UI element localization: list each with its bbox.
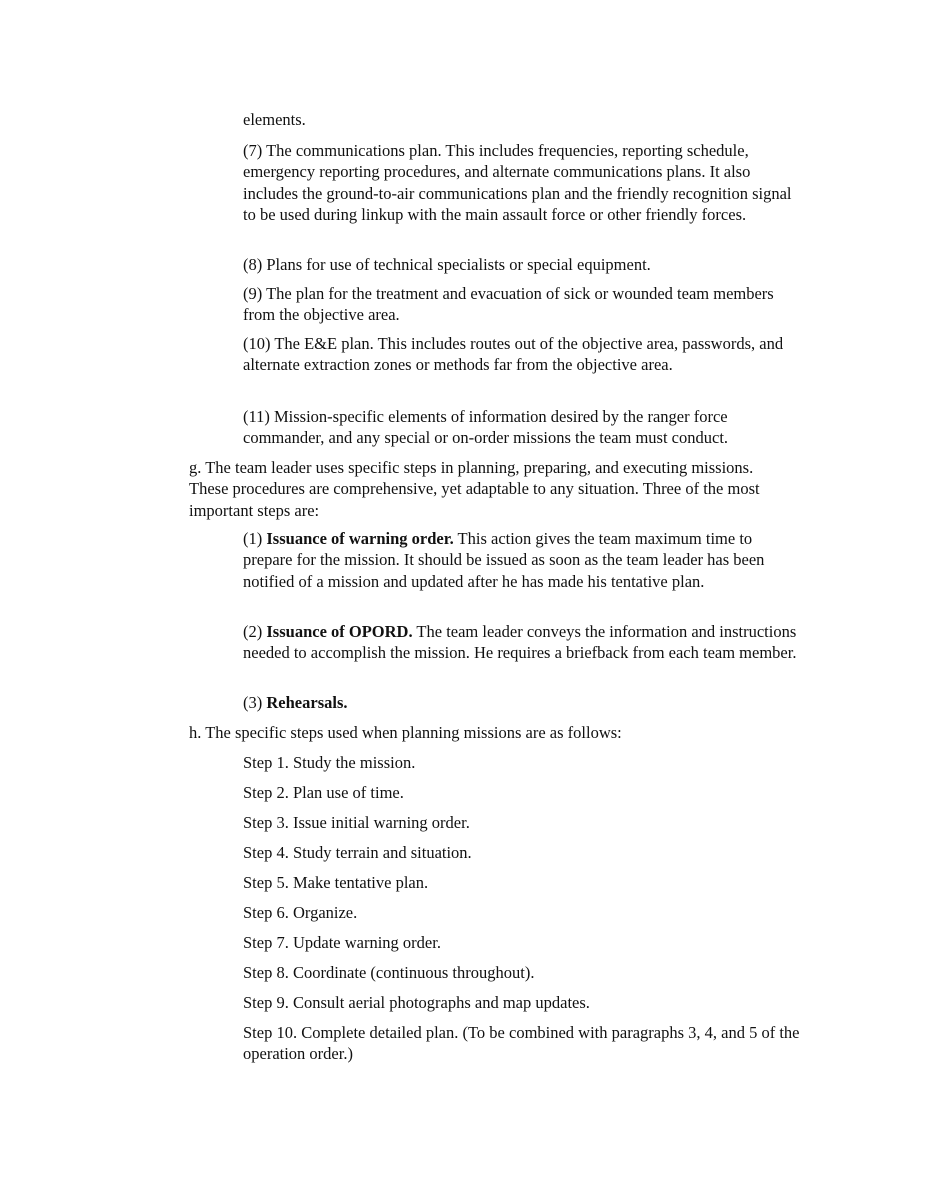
item-heading: Rehearsals. [266,693,348,712]
item-heading: Issuance of warning order. [266,529,454,548]
continuation-text: elements. [243,110,306,129]
paragraph-g: g. The team leader uses specific steps in planning, preparing, and executing missions. These procedures are comprehensive, yet adaptable to any situation. Three of the most important steps are: [189,458,760,520]
item-body: The team leader conveys the information and instructions needed to accomplish the mission. He requires a briefback from each team member. [243,622,797,663]
step-item: Step 2. Plan use of time. [243,783,404,802]
item-9-evacuation-plan: (9) The plan for the treatment and evacuation of sick or wounded team members from the objective area. [243,284,774,325]
step-item: Step 4. Study terrain and situation. [243,843,472,862]
item-1-warning-order [243,528,803,592]
item-3-rehearsals [243,692,803,713]
step-item: Step 7. Update warning order. [243,933,441,952]
step-item: Step 6. Organize. [243,903,358,922]
item-number: (2) [243,622,267,641]
item-10-ee-plan: (10) The E&E plan. This includes routes out of the objective area, passwords, and alternate extraction zones or methods far from the objective area. [243,334,784,375]
item-8-technical-specialists: (8) Plans for use of technical specialists or special equipment. [243,255,651,274]
item-2-opord [243,621,803,664]
item-7-communications-plan: (7) The communications plan. This includes frequencies, reporting schedule, emergency reporting procedures, and alternate communications plans. It also includes the ground-to-air communications plan and the friendly recognition signal to be used during linkup with the main assault force or other friendly forces. [243,141,792,224]
step-item: Step 10. Complete detailed plan. (To be combined with paragraphs 3, 4, and 5 of the operation order.) [243,1023,800,1064]
step-item: Step 1. Study the mission. [243,753,416,772]
item-body: This action gives the team maximum time to prepare for the mission. It should be issued as soon as the team leader has been notified of a mission and updated after he has made his tentative plan. [243,529,765,591]
item-11-mission-specific: (11) Mission-specific elements of information desired by the ranger force commander, and any special or on-order missions the team must conduct. [243,407,729,448]
step-item: Step 3. Issue initial warning order. [243,813,470,832]
paragraph-h: h. The specific steps used when planning missions are as follows: [189,723,622,742]
step-item: Step 8. Coordinate (continuous throughout). [243,963,535,982]
item-heading: Issuance of OPORD. [266,622,413,641]
step-item: Step 5. Make tentative plan. [243,873,429,892]
step-item: Step 9. Consult aerial photographs and map updates. [243,993,590,1012]
item-number: (3) [243,693,267,712]
item-number: (1) [243,529,267,548]
